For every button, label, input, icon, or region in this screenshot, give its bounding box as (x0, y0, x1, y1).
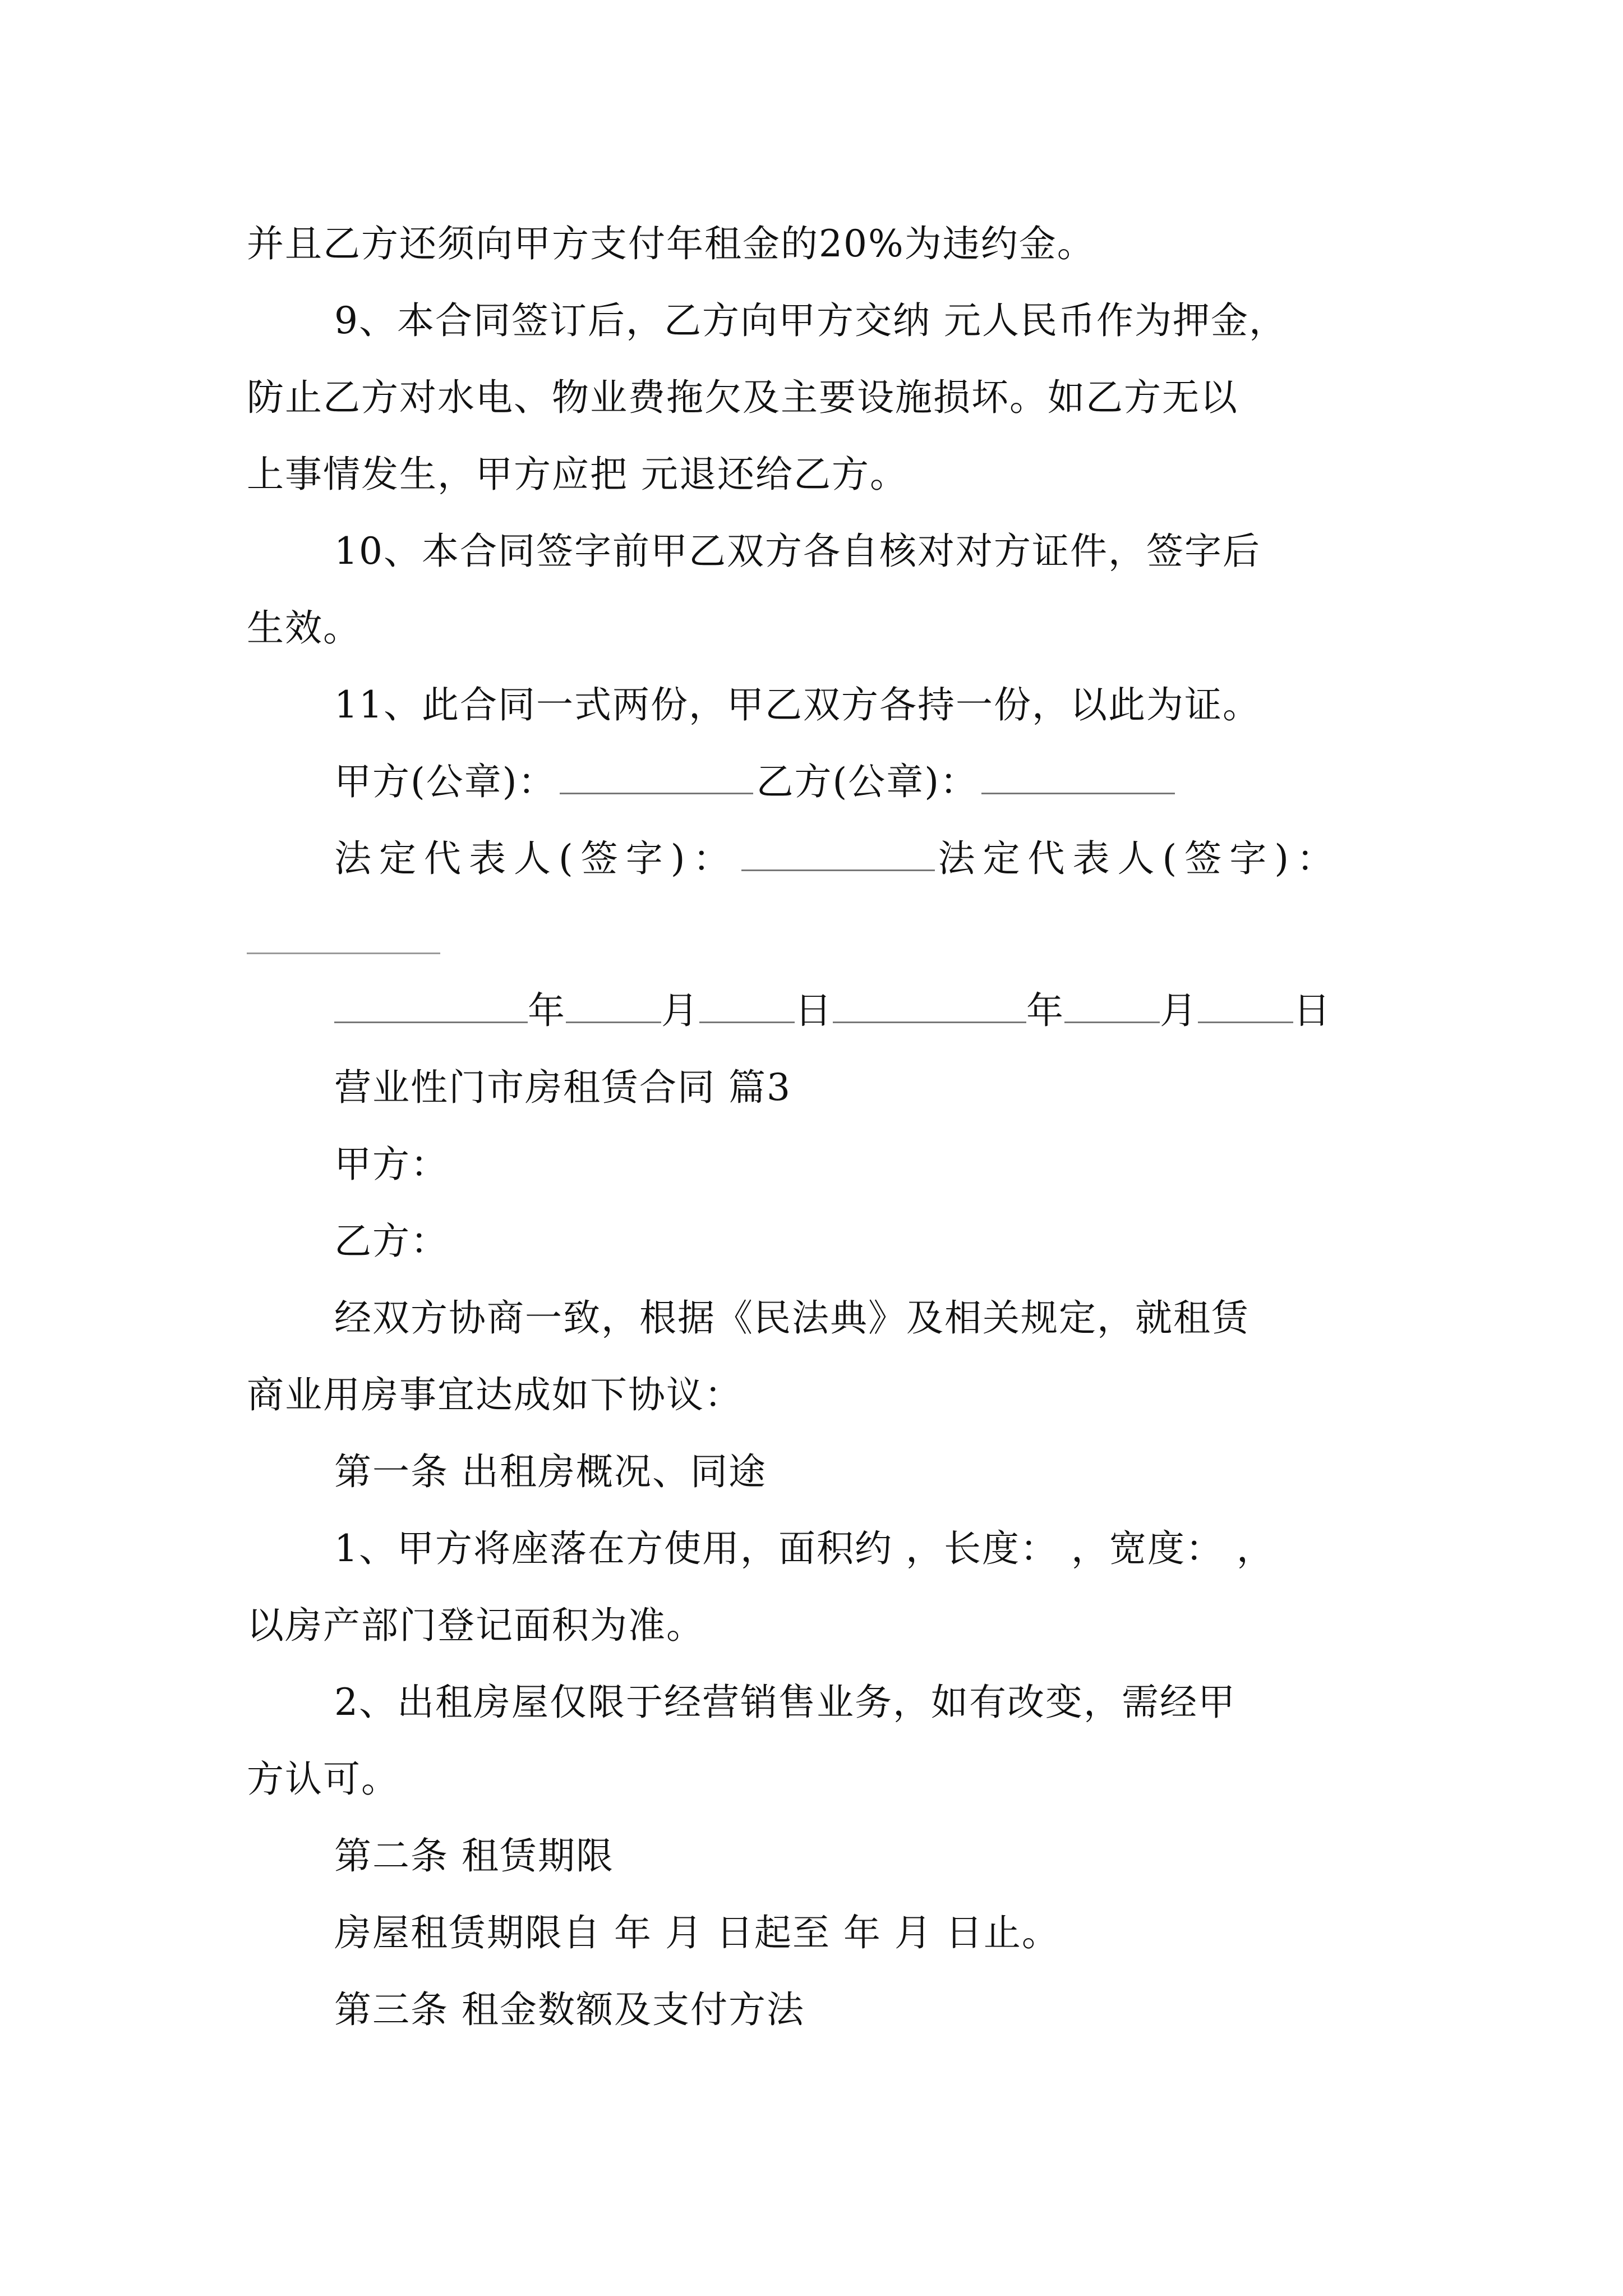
rep-b-blank (247, 953, 440, 954)
clause-9-line-2: 防止乙方对水电、物业费拖欠及主要设施损坏。如乙方无以 (247, 376, 1238, 419)
clause-9-line-3: 上事情发生，甲方应把 元退还给乙方。 (247, 453, 908, 496)
day-blank-a (699, 989, 795, 1023)
intro-line-1: 经双方协商一致，根据《民法典》及相关规定，就租赁 (334, 1296, 1249, 1340)
clause-10-line-1: 10、本合同签字前甲乙双方各自核对对方证件，签字后 (334, 530, 1261, 573)
year-label-b: 年 (1026, 989, 1064, 1032)
intro-line-2: 商业用房事宜达成如下协议： (247, 1373, 743, 1416)
section-3-party-a: 甲方： (334, 1143, 449, 1186)
day-label-b: 日 (1293, 989, 1331, 1032)
party-b-seal-label: 乙方(公章)： (756, 760, 978, 803)
party-b-seal-blank (981, 760, 1175, 794)
article-1-title: 第一条 出租房概况、同途 (334, 1450, 767, 1493)
article-2-text: 房屋租赁期限自 年 月 日起至 年 月 日止。 (334, 1911, 1060, 1954)
day-label-a: 日 (795, 989, 833, 1032)
article-2-title: 第二条 租赁期限 (334, 1834, 614, 1878)
month-label-a: 月 (661, 989, 699, 1032)
rep-a-blank (741, 837, 935, 871)
section-3-title: 营业性门市房租赁合同 篇3 (334, 1066, 791, 1109)
article-1-item-1-line-2: 以房产部门登记面积为准。 (247, 1604, 704, 1647)
article-1-item-2-line-2: 方认可。 (247, 1757, 399, 1801)
representative-line (334, 836, 1341, 881)
party-a-seal-label: 甲方(公章)： (334, 760, 556, 803)
clause-9-line-1: 9、本合同签订后，乙方向甲方交纳 元人民币作为押金， (334, 299, 1287, 342)
year-label-a: 年 (528, 989, 566, 1032)
rep-b-label: 法定代表人(签字)： (938, 837, 1341, 880)
article-3-title: 第三条 租金数额及支付方法 (334, 1988, 805, 2031)
date-line (334, 988, 1331, 1033)
party-a-seal-blank (560, 760, 753, 794)
year-blank-a (334, 989, 528, 1023)
article-1-item-1-line-1: 1、甲方将座落在方使用，面积约 ，长度： ，宽度： ， (334, 1527, 1275, 1570)
month-blank-b (1064, 989, 1160, 1023)
seal-line (334, 760, 1178, 804)
rep-a-label: 法定代表人(签字)： (334, 837, 738, 880)
paragraph-penalty: 并且乙方还须向甲方支付年租金的20%为违约金。 (247, 222, 1095, 265)
year-blank-b (833, 989, 1026, 1023)
clause-10-line-2: 生效。 (247, 606, 361, 650)
section-3-party-b: 乙方： (334, 1220, 449, 1263)
month-blank-a (566, 989, 661, 1023)
clause-11: 11、此合同一式两份，甲乙双方各持一份，以此为证。 (334, 683, 1261, 726)
day-blank-b (1198, 989, 1293, 1023)
article-1-item-2-line-1: 2、出租房屋仅限于经营销售业务，如有改变，需经甲 (334, 1681, 1236, 1724)
month-label-b: 月 (1160, 989, 1198, 1032)
